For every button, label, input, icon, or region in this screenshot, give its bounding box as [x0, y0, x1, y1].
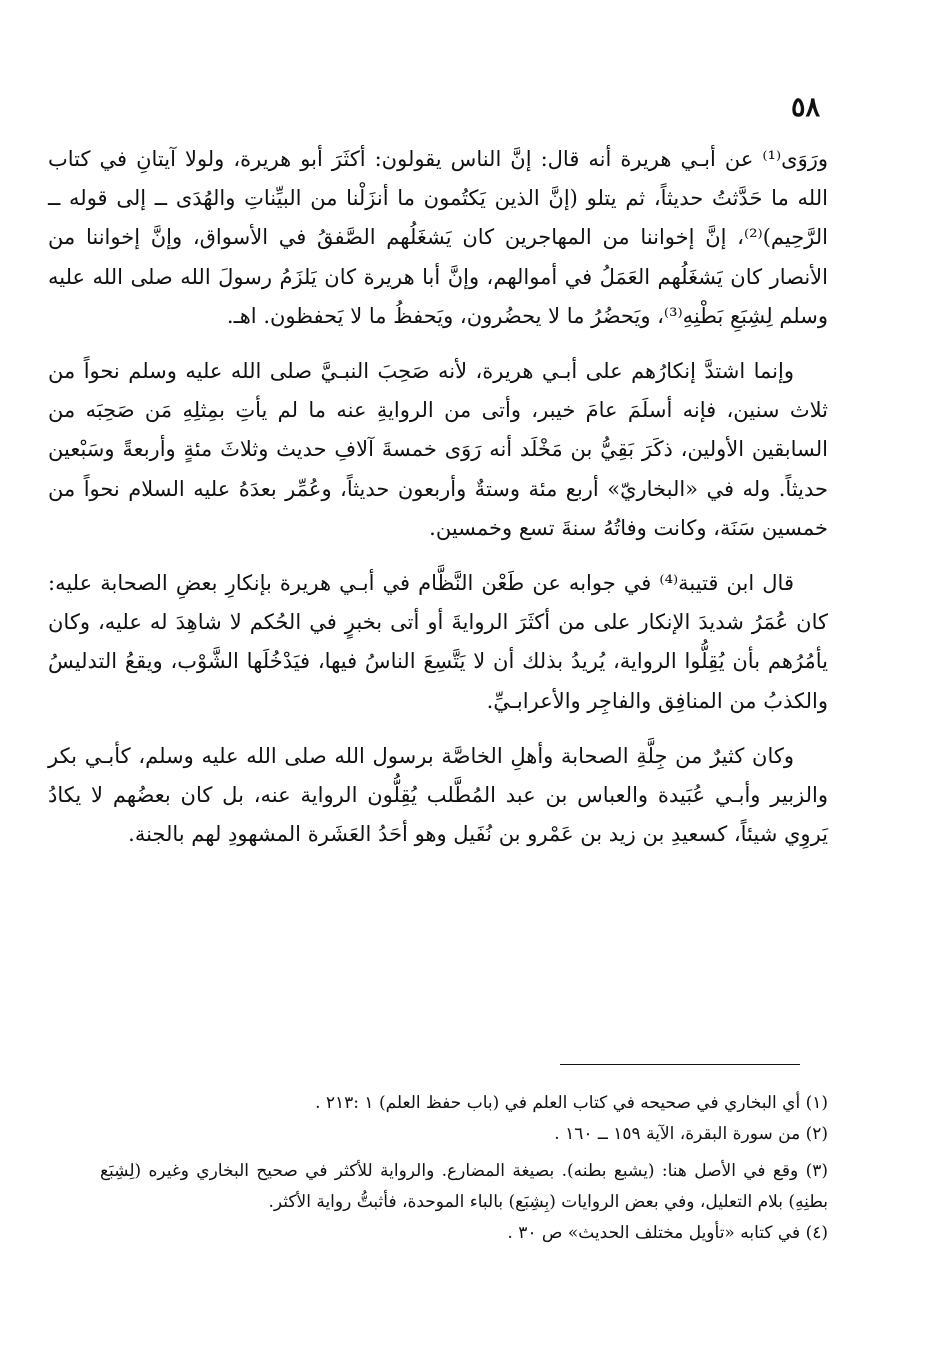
footnote-2: (٢) من سورة البقرة، الآية ١٥٩ ــ ١٦٠ . [554, 1124, 828, 1144]
footnote-separator [560, 1064, 800, 1065]
footnote-1: (١) أي البخاري في صحيحه في كتاب العلم في (باب حفظ العلم) ١ :٢١٣ . [315, 1093, 828, 1113]
page-number: ٥٨ [790, 92, 820, 123]
footnotes [100, 1088, 828, 1249]
paragraph-ibn-qutayba: قال ابن قتيبة⁽⁴⁾ في جوابه عن طَعْن النَّظَّام في أبـي هريرة بإنكارِ بعضِ الصحابة عليه: كان عُمَرُ شديدَ الإنكار على من أكثَرَ الروايةَ أو أتى بخبرٍ في الحُكم لا شاهِدَ له عليه، وكان يأمُرُهم بأن يُقِلُّوا الرواية، يُريدُ بذلك أن لا يَتَّسِعَ الناسُ فيها، فيَدْخُلَها الشَّوْب، ويقعُ التدليسُ والكذبُ من المنافِق والفاجِر والأعرابـيِّ. [48, 571, 828, 713]
paragraph-narration: ورَوَى⁽¹⁾ عن أبـي هريرة أنه قال: إنَّ الناس يقولون: أكثَرَ أبو هريرة، ولولا آيتانِ في كتاب الله ما حَدَّثتُ حديثاً، ثم يتلو (إنَّ الذين يَكتُمون ما أنزَلْنا من البيِّناتِ والهُدَى ــ إلى قوله ــ الرَّحِيم)⁽²⁾، إنَّ إخواننا من المهاجرين كان يَشغَلُهم الصَّفقُ في الأسواق، وإنَّ إخواننا من الأنصار كان يَشغَلُهم العَمَلُ في أموالهم، وإنَّ أبا هريرة كان يَلزَمُ رسولَ الله صلى الله عليه وسلم لِشِبَعِ بَطْنِهِ⁽³⁾، ويَحضُرُ ما لا يحضُرون، ويَحفظُ ما لا يَحفظون. اهـ. [48, 147, 828, 328]
paragraph-companions: وكان كثيرٌ من جِلَّةِ الصحابة وأهلِ الخاصَّة برسول الله صلى الله عليه وسلم، كأبـي بكر والزبير وأبـي عُبَيدة والعباس بن عبد المُطَّلب يُقِلُّون الرواية عنه، بل كان بعضُهم لا يكادُ يَروِي شيئاً، كسعيدِ بن زيد بن عَمْرو بن نُفَيل وهو أحَدُ العَشَرة المشهودِ لهم بالجنة. [48, 743, 828, 847]
main-text [48, 140, 828, 870]
footnote-3: (٣) وقع في الأصل هنا: (يشبع بطنه). بصيغة المضارع. والرواية للأكثر في صحيح البخاري وغيره (لِشِبَع بطنِهِ) بلام التعليل، وفي بعض الروايات (بِشِبَع) بالباء الموحدة، فأثبتُّ رواية الأكثر. [100, 1161, 828, 1212]
paragraph-objection: وإنما اشتدَّ إنكارُهم على أبـي هريرة، لأنه صَحِبَ النبـيَّ صلى الله عليه وسلم نحواً من ثلاث سنين، فإنه أسلَمَ عامَ خيبر، وأتى من الروايةِ عنه ما لم يأتِ بمِثلِهِ مَن صَحِبَه من السابقين الأولين، ذكَرَ بَقِيُّ بن مَخْلَد أنه رَوَى خمسةَ آلافِ حديث وثلاثَ مئةٍ وأربعةً وسَبْعين حديثاً. وله في «البخاريّ» أربع مئة وستةٌ وأربعون حديثاً، وعُمِّر بعدَهُ عليه السلام نحواً من خمسين سَنَة، وكانت وفاتُهُ سنةَ تسع وخمسين. [48, 359, 828, 540]
footnote-4: (٤) في كتابه «تأويل مختلف الحديث» ص ٣٠ . [507, 1223, 828, 1243]
